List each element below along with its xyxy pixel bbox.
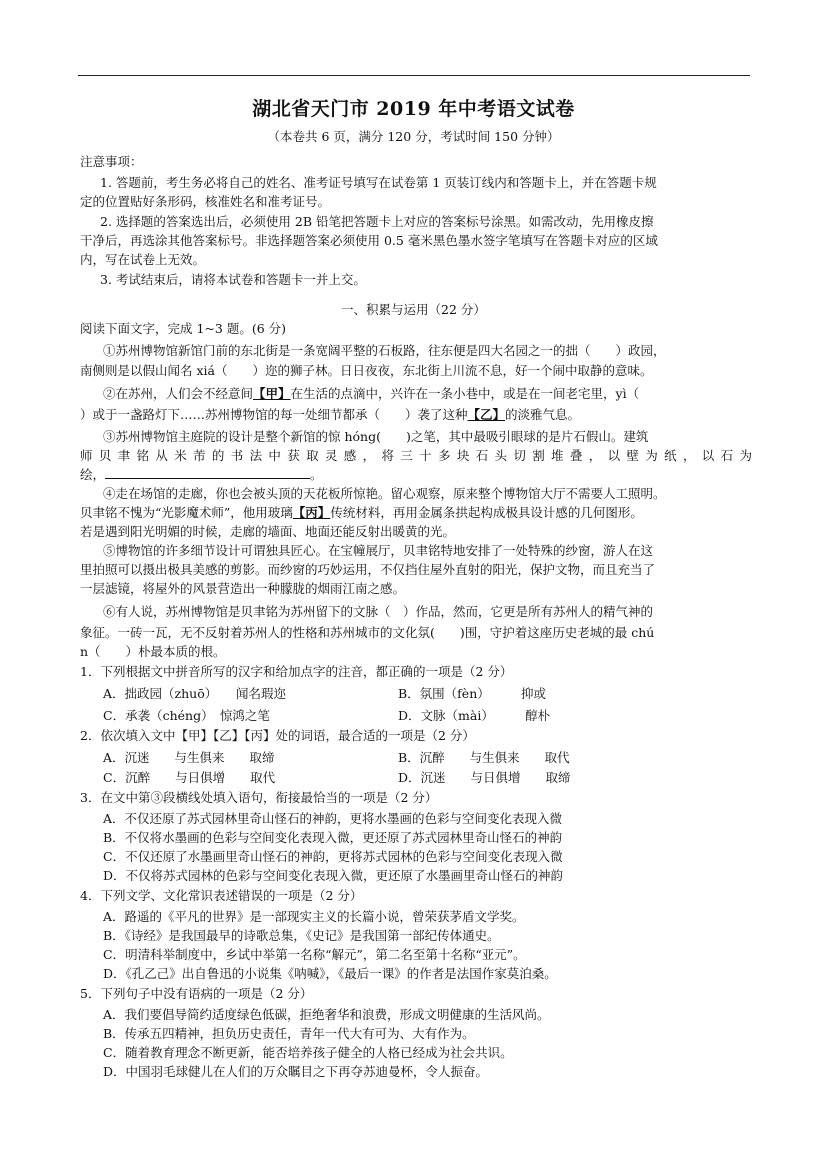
notes-heading: 注意事项： xyxy=(80,154,143,169)
note-line: 定的位置贴好条形码，核准姓名和准考证号。 xyxy=(80,194,331,209)
question-stem: 5．下列句子中没有语病的一项是（2 分） xyxy=(80,986,313,1001)
option-c: C．承袭（chéng） 惊鸿之笔 xyxy=(103,708,270,723)
question-stem: 2．依次填入文中【甲】【乙】【丙】处的词语，最合适的一项是（2 分） xyxy=(80,728,475,743)
passage-line: 若是遇到阳光明媚的时候，走廊的墙面、地面还能反射出暖黄的光。 xyxy=(80,524,456,539)
option-a: A．拙政园（zhuō） 闻名瑕迩 xyxy=(103,686,286,701)
option-d: D．沉迷 与日俱增 取缔 xyxy=(398,770,571,785)
passage-line: 南侧则是以假山闻名 xiá（ ）迩的狮子林。日日夜夜，东北街上川流不息，好一个闹中取静的意味。 xyxy=(80,363,653,378)
passage-line: 象征。一砖一瓦，无不反射着苏州人的性格和苏州城市的文化氛( )围，守护着这座历史老城的最 chú xyxy=(80,625,655,640)
blank-yi: 【乙】 xyxy=(467,407,506,422)
option-a: A．我们要倡导简约适度绿色低碳，拒绝奢华和浪费，形成文明健康的生活风尚。 xyxy=(103,1007,550,1022)
passage-line: 一层滤镜，将屋外的风景营造出一种朦胧的烟雨江南之感。 xyxy=(80,581,406,596)
option-d: D．不仅将苏式园林的色彩与空间变化表现入微，更还原了水墨画里奇山怪石的神韵 xyxy=(103,868,564,883)
option-b: B．氛围（fèn） 抑或 xyxy=(398,686,547,701)
option-b: B．传承五四精神，担负历史责任，青年一代大有可为、大有作为。 xyxy=(103,1026,475,1041)
reading-intro: 阅读下面文字，完成 1~3 题。(6 分) xyxy=(80,321,287,336)
question-stem: 1．下列根据文中拼音所写的汉字和给加点字的注音，都正确的一项是（2 分） xyxy=(80,664,513,679)
note-line: 内，写在试卷上无效。 xyxy=(80,252,206,267)
note-line: 3. 考试结束后，请将本试卷和答题卡一并上交。 xyxy=(100,272,366,287)
note-line: 干净后，再选涂其他答案标号。非选择题答案必须使用 0.5 毫米黑色墨水签字笔填写在答题卡对应的区域 xyxy=(80,233,658,248)
passage-line: ③苏州博物馆主庭院的设计是整个新馆的惊 hóng( )之笔，其中最吸引眼球的是片石假山。建筑 xyxy=(103,429,649,444)
option-a: A．沉迷 与生俱来 取缔 xyxy=(103,750,275,765)
blank-jia: 【甲】 xyxy=(253,386,291,401)
blank-bing: 【丙】 xyxy=(292,505,331,520)
option-c: C．沉醉 与日俱增 取代 xyxy=(103,770,276,785)
section-title: 一、积累与运用（22 分） xyxy=(341,302,486,317)
passage-line: ⑥有人说，苏州博物馆是贝聿铭为苏州留下的文脉（ ）作品，然而，它更是所有苏州人的精气神的 xyxy=(103,604,654,619)
question-stem: 3．在文中第③段横线处填入语句，衔接最恰当的一项是（2 分） xyxy=(80,790,438,805)
option-a: A．不仅还原了苏式园林里奇山怪石的神韵，更将水墨画的色彩与空间变化表现入微 xyxy=(103,811,563,826)
note-line: 2. 选择题的答案选出后，必须使用 2B 铅笔把答题卡上对应的答案标号涂黑。如需改动，先用橡皮擦 xyxy=(100,214,654,229)
passage-line: ①苏州博物馆新馆门前的东北街是一条宽阔平整的石板路，往东便是四大名园之一的拙（ ）政园， xyxy=(103,343,666,358)
passage-line: ⑤博物馆的许多细节设计可谓独具匠心。在宝幢展厅，贝聿铭特地安排了一处特殊的纱窗，游人在这 xyxy=(103,543,654,558)
header-rule xyxy=(78,75,750,76)
passage-line: ②在苏州，人们会不经意间【甲】在生活的点滴中，兴许在一条小巷中，或是在一间老宅里，yì（ xyxy=(103,386,640,401)
page-title: 湖北省天门市 2019 年中考语文试卷 xyxy=(252,98,575,120)
option-b: B．沉醉 与生俱来 取代 xyxy=(398,750,570,765)
option-c: C．随着教育理念不断更新，能否培养孩子健全的人格已经成为社会共识。 xyxy=(103,1045,513,1060)
option-d: D．《孔乙己》出自鲁迅的小说集《呐喊》，《最后一课》的作者是法国作家莫泊桑。 xyxy=(103,966,557,981)
passage-line: n（ ）朴最本质的根。 xyxy=(80,644,226,659)
option-c: C．明清科举制度中，乡试中举第一名称“解元”，第二名至第十名称“亚元”。 xyxy=(103,947,526,962)
option-a: A．路遥的《平凡的世界》是一部现实主义的长篇小说，曾荣获茅盾文学奖。 xyxy=(103,909,525,924)
passage-line: ）或于一盏路灯下……苏州博物馆的每一处细节都承（ ）袭了这种【乙】的淡雅气息。 xyxy=(80,407,581,422)
passage-line: 师贝聿铭从米芾的书法中获取灵感，将三十多块石头切割堆叠，以壁为纸，以石为 xyxy=(80,448,752,463)
option-c: C．不仅还原了水墨画里奇山怪石的神韵，更将苏式园林的色彩与空间变化表现入微 xyxy=(103,849,563,864)
passage-line: 绘， 。 xyxy=(80,467,323,482)
passage-line: 贝聿铭不愧为“光影魔术师”，他用玻璃【丙】传统材料，再用金属条拱起构成极具设计感的几何图形。 xyxy=(80,505,643,520)
option-b: B．不仅将水墨画的色彩与空间变化表现入微，更还原了苏式园林里奇山怪石的神韵 xyxy=(103,830,563,845)
option-d: D．中国羽毛球健儿在人们的万众瞩目之下再夺苏迪曼杯，令人振奋。 xyxy=(103,1064,489,1079)
passage-line: 里拍照可以摄出极具美感的剪影。而纱窗的巧妙运用，不仅挡住屋外直射的阳光，保护文物，而且充当了 xyxy=(80,562,656,577)
option-d: D．文脉（mài） 醇朴 xyxy=(398,708,551,723)
question-stem: 4．下列文学、文化常识表述错误的一项是（2 分） xyxy=(80,888,363,903)
note-line: 1. 答题前，考生务必将自己的姓名、准考证号填写在试卷第 1 页装订线内和答题卡上，并在答题卡规 xyxy=(100,175,657,190)
fill-in-blank-line xyxy=(105,465,310,479)
passage-line: ④走在场馆的走廊，你也会被头顶的天花板所惊艳。留心观察，原来整个博物馆大厅不需要人工照明。 xyxy=(103,486,666,501)
page-subtitle: （本卷共 6 页，满分 120 分，考试时间 150 分钟） xyxy=(267,129,560,144)
option-b: B．《诗经》是我国最早的诗歌总集，《史记》是我国第一部纪传体通史。 xyxy=(103,928,500,943)
